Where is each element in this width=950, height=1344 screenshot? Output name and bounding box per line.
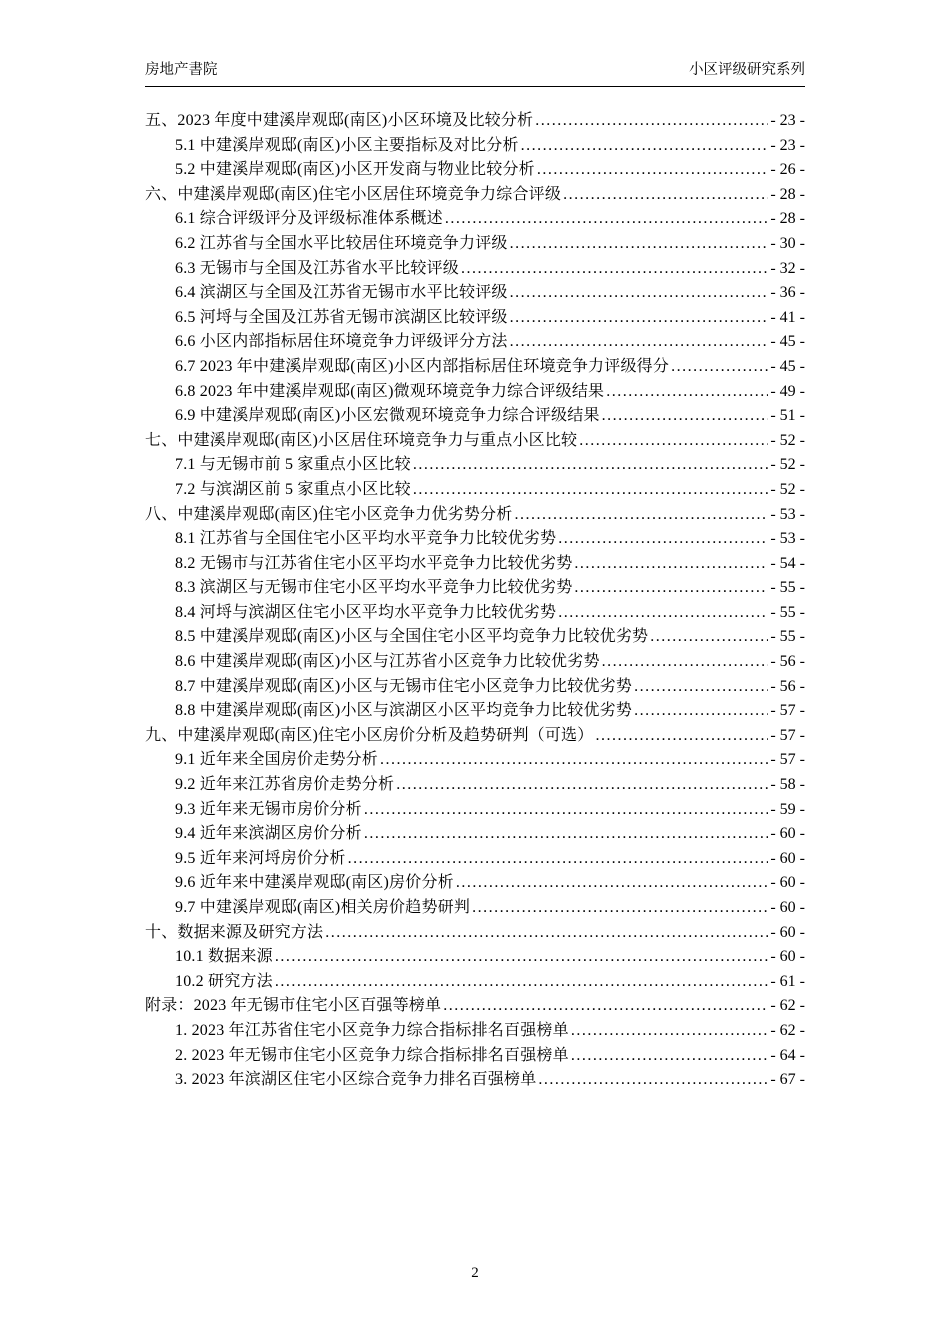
- toc-entry-text: 10.2 研究方法: [175, 972, 273, 990]
- toc-entry-text: 6.1 综合评级评分及评级标准体系概述: [175, 210, 443, 228]
- toc-entry: [145, 281, 805, 306]
- toc-entry: [145, 257, 805, 282]
- toc-entry-page: - 58 -: [770, 776, 805, 794]
- toc-entry-text: 1. 2023 年江苏省住宅小区竞争力综合指标排名百强榜单: [175, 1021, 569, 1039]
- toc-entry-page: - 62 -: [770, 997, 805, 1015]
- toc-entry-page: - 45 -: [770, 357, 805, 375]
- toc-entry-text: 9.6 近年来中建溪岸观邸(南区)房价分析: [175, 874, 454, 892]
- toc-entry-text: 2. 2023 年无锡市住宅小区竞争力综合指标排名百强榜单: [175, 1046, 569, 1064]
- toc-entry: [145, 945, 805, 970]
- toc-entry-page: - 55 -: [770, 579, 805, 597]
- toc-entry: [145, 183, 805, 208]
- toc-entry: [145, 306, 805, 331]
- page-header: [145, 58, 805, 87]
- toc-entry-page: - 62 -: [770, 1021, 805, 1039]
- toc-entry-page: - 53 -: [770, 530, 805, 548]
- toc-dot-leader: [325, 921, 768, 946]
- toc-entry: [145, 330, 805, 355]
- toc-entry-text: 9.5 近年来河埒房价分析: [175, 849, 346, 867]
- toc-entry: [145, 773, 805, 798]
- toc-entry-text: 8.7 中建溪岸观邸(南区)小区与无锡市住宅小区竞争力比较优劣势: [175, 677, 633, 695]
- toc-entry-page: - 28 -: [770, 210, 805, 228]
- toc-entry: [145, 1019, 805, 1044]
- toc-entry-text: 六、中建溪岸观邸(南区)住宅小区居住环境竞争力综合评级: [145, 185, 562, 203]
- toc-dot-leader: [275, 970, 769, 995]
- toc-entry-page: - 28 -: [770, 185, 805, 203]
- toc-dot-leader: [538, 1068, 768, 1093]
- toc-dot-leader: [606, 380, 768, 405]
- toc-entry-page: - 57 -: [770, 726, 805, 744]
- toc-entry-text: 6.9 中建溪岸观邸(南区)小区宏微观环境竞争力综合评级结果: [175, 407, 600, 425]
- toc-entry: [145, 453, 805, 478]
- toc-entry-text: 8.3 滨湖区与无锡市住宅小区平均水平竞争力比较优劣势: [175, 579, 573, 597]
- toc-entry: [145, 404, 805, 429]
- toc-entry: [145, 650, 805, 675]
- toc-entry: [145, 675, 805, 700]
- toc-dot-leader: [364, 822, 769, 847]
- toc-dot-leader: [510, 330, 769, 355]
- toc-dot-leader: [510, 306, 769, 331]
- toc-entry: [145, 724, 805, 749]
- toc-entry-text: 8.1 江苏省与全国住宅小区平均水平竞争力比较优劣势: [175, 530, 557, 548]
- toc-entry-page: - 55 -: [770, 603, 805, 621]
- toc-entry: [145, 503, 805, 528]
- toc-dot-leader: [602, 650, 769, 675]
- toc-entry: [145, 822, 805, 847]
- toc-entry-page: - 59 -: [770, 800, 805, 818]
- toc-dot-leader: [595, 724, 768, 749]
- toc-entry-page: - 60 -: [770, 923, 805, 941]
- toc-dot-leader: [413, 478, 769, 503]
- toc-dot-leader: [563, 183, 768, 208]
- toc-entry-page: - 32 -: [770, 259, 805, 277]
- table-of-contents: [145, 109, 805, 1093]
- toc-entry-text: 6.8 2023 年中建溪岸观邸(南区)微观环境竞争力综合评级结果: [175, 382, 605, 400]
- toc-entry: [145, 1044, 805, 1069]
- toc-entry-text: 9.1 近年来全国房价走势分析: [175, 751, 379, 769]
- toc-entry: [145, 994, 805, 1019]
- toc-entry-page: - 55 -: [770, 628, 805, 646]
- toc-dot-leader: [558, 527, 768, 552]
- toc-dot-leader: [396, 773, 768, 798]
- toc-entry-page: - 57 -: [770, 702, 805, 720]
- toc-dot-leader: [634, 675, 768, 700]
- toc-entry: [145, 478, 805, 503]
- toc-entry-text: 7.2 与滨湖区前 5 家重点小区比较: [175, 480, 411, 498]
- toc-entry-text: 8.5 中建溪岸观邸(南区)小区与全国住宅小区平均竞争力比较优劣势: [175, 628, 649, 646]
- toc-dot-leader: [574, 552, 768, 577]
- toc-entry-page: - 45 -: [770, 333, 805, 351]
- toc-entry-page: - 60 -: [770, 948, 805, 966]
- toc-entry-text: 6.4 滨湖区与全国及江苏省无锡市水平比较评级: [175, 284, 508, 302]
- toc-entry-page: - 60 -: [770, 825, 805, 843]
- page-footer: [0, 1265, 950, 1282]
- toc-entry-text: 10.1 数据来源: [175, 948, 273, 966]
- toc-entry-page: - 23 -: [770, 136, 805, 154]
- toc-entry-page: - 49 -: [770, 382, 805, 400]
- toc-entry-page: - 56 -: [770, 653, 805, 671]
- toc-entry: [145, 232, 805, 257]
- toc-entry-text: 6.5 河埒与全国及江苏省无锡市滨湖区比较评级: [175, 308, 508, 326]
- toc-entry-text: 八、中建溪岸观邸(南区)住宅小区竞争力优劣势分析: [145, 505, 513, 523]
- toc-entry-page: - 52 -: [770, 431, 805, 449]
- header-left-text: 房地产書院: [145, 62, 218, 78]
- toc-dot-leader: [537, 158, 768, 183]
- toc-entry-text: 6.3 无锡市与全国及江苏省水平比较评级: [175, 259, 460, 277]
- toc-entry: [145, 896, 805, 921]
- toc-entry-text: 十、数据来源及研究方法: [145, 923, 324, 941]
- toc-dot-leader: [364, 798, 769, 823]
- toc-dot-leader: [535, 109, 768, 134]
- toc-entry: [145, 625, 805, 650]
- toc-entry-page: - 26 -: [770, 161, 805, 179]
- toc-entry-text: 九、中建溪岸观邸(南区)住宅小区房价分析及趋势研判（可选）: [145, 726, 594, 744]
- toc-dot-leader: [472, 896, 768, 921]
- toc-dot-leader: [456, 871, 768, 896]
- toc-entry-page: - 52 -: [770, 480, 805, 498]
- toc-entry-page: - 60 -: [770, 849, 805, 867]
- page-number: 2: [471, 1265, 479, 1281]
- toc-dot-leader: [413, 453, 769, 478]
- toc-dot-leader: [650, 625, 768, 650]
- toc-entry-text: 8.4 河埒与滨湖区住宅小区平均水平竞争力比较优劣势: [175, 603, 557, 621]
- toc-entry-text: 9.4 近年来滨湖区房价分析: [175, 825, 362, 843]
- toc-entry-text: 5.2 中建溪岸观邸(南区)小区开发商与物业比较分析: [175, 161, 535, 179]
- toc-entry-page: - 54 -: [770, 554, 805, 572]
- toc-entry-text: 8.2 无锡市与江苏省住宅小区平均水平竞争力比较优劣势: [175, 554, 573, 572]
- toc-entry-page: - 56 -: [770, 677, 805, 695]
- toc-entry: [145, 748, 805, 773]
- toc-entry: [145, 355, 805, 380]
- toc-entry-text: 五、2023 年度中建溪岸观邸(南区)小区环境及比较分析: [145, 112, 534, 129]
- toc-entry-page: - 64 -: [770, 1046, 805, 1064]
- toc-entry: [145, 798, 805, 823]
- toc-dot-leader: [571, 1019, 769, 1044]
- toc-entry: [145, 1068, 805, 1093]
- toc-entry-page: - 23 -: [770, 112, 805, 129]
- toc-entry-text: 9.7 中建溪岸观邸(南区)相关房价趋势研判: [175, 899, 471, 916]
- page-content: [145, 58, 805, 1093]
- toc-entry-text: 3. 2023 年滨湖区住宅小区综合竞争力排名百强榜单: [175, 1071, 537, 1089]
- toc-dot-leader: [461, 257, 768, 282]
- toc-entry-page: - 41 -: [770, 308, 805, 326]
- toc-entry-text: 7.1 与无锡市前 5 家重点小区比较: [175, 456, 411, 474]
- toc-dot-leader: [275, 945, 769, 970]
- toc-entry-text: 5.1 中建溪岸观邸(南区)小区主要指标及对比分析: [175, 136, 519, 154]
- toc-entry: [145, 970, 805, 995]
- toc-entry-text: 9.3 近年来无锡市房价分析: [175, 800, 362, 818]
- toc-entry: [145, 699, 805, 724]
- toc-dot-leader: [380, 748, 768, 773]
- toc-entry: [145, 527, 805, 552]
- toc-entry: [145, 601, 805, 626]
- toc-dot-leader: [445, 207, 769, 232]
- toc-entry-text: 8.6 中建溪岸观邸(南区)小区与江苏省小区竞争力比较优劣势: [175, 653, 600, 671]
- toc-entry-page: - 53 -: [770, 505, 805, 523]
- toc-entry: [145, 134, 805, 159]
- toc-entry: [145, 158, 805, 183]
- toc-dot-leader: [602, 404, 769, 429]
- toc-dot-leader: [558, 601, 768, 626]
- toc-dot-leader: [443, 994, 768, 1019]
- toc-entry: [145, 871, 805, 896]
- toc-entry-text: 附录：2023 年无锡市住宅小区百强等榜单: [145, 997, 442, 1015]
- toc-entry-page: - 61 -: [770, 972, 805, 990]
- toc-entry-page: - 51 -: [770, 407, 805, 425]
- toc-entry: [145, 921, 805, 946]
- toc-entry: [145, 552, 805, 577]
- toc-entry-page: - 36 -: [770, 284, 805, 302]
- toc-entry: [145, 576, 805, 601]
- toc-entry: [145, 847, 805, 872]
- toc-entry-text: 6.6 小区内部指标居住环境竞争力评级评分方法: [175, 333, 508, 351]
- toc-entry-text: 6.7 2023 年中建溪岸观邸(南区)小区内部指标居住环境竞争力评级得分: [175, 357, 670, 375]
- toc-entry-page: - 30 -: [770, 234, 805, 252]
- toc-dot-leader: [574, 576, 768, 601]
- toc-dot-leader: [579, 429, 768, 454]
- toc-entry-page: - 52 -: [770, 456, 805, 474]
- toc-dot-leader: [571, 1044, 769, 1069]
- toc-entry-page: - 57 -: [770, 751, 805, 769]
- toc-entry: [145, 109, 805, 134]
- toc-dot-leader: [510, 281, 769, 306]
- toc-entry-text: 七、中建溪岸观邸(南区)小区居住环境竞争力与重点小区比较: [145, 431, 578, 449]
- toc-entry-text: 9.2 近年来江苏省房价走势分析: [175, 776, 395, 794]
- toc-dot-leader: [510, 232, 769, 257]
- toc-dot-leader: [521, 134, 769, 159]
- toc-entry: [145, 380, 805, 405]
- toc-entry-page: - 67 -: [770, 1071, 805, 1089]
- toc-entry: [145, 207, 805, 232]
- toc-entry-text: 6.2 江苏省与全国水平比较居住环境竞争力评级: [175, 234, 508, 252]
- toc-entry-text: 8.8 中建溪岸观邸(南区)小区与滨湖区小区平均竞争力比较优劣势: [175, 702, 633, 720]
- toc-entry: [145, 429, 805, 454]
- header-right-text: 小区评级研究系列: [689, 62, 805, 78]
- toc-dot-leader: [348, 847, 769, 872]
- toc-dot-leader: [671, 355, 768, 380]
- toc-dot-leader: [514, 503, 768, 528]
- toc-dot-leader: [634, 699, 768, 724]
- toc-entry-page: - 60 -: [770, 874, 805, 892]
- toc-entry-page: - 60 -: [770, 899, 805, 916]
